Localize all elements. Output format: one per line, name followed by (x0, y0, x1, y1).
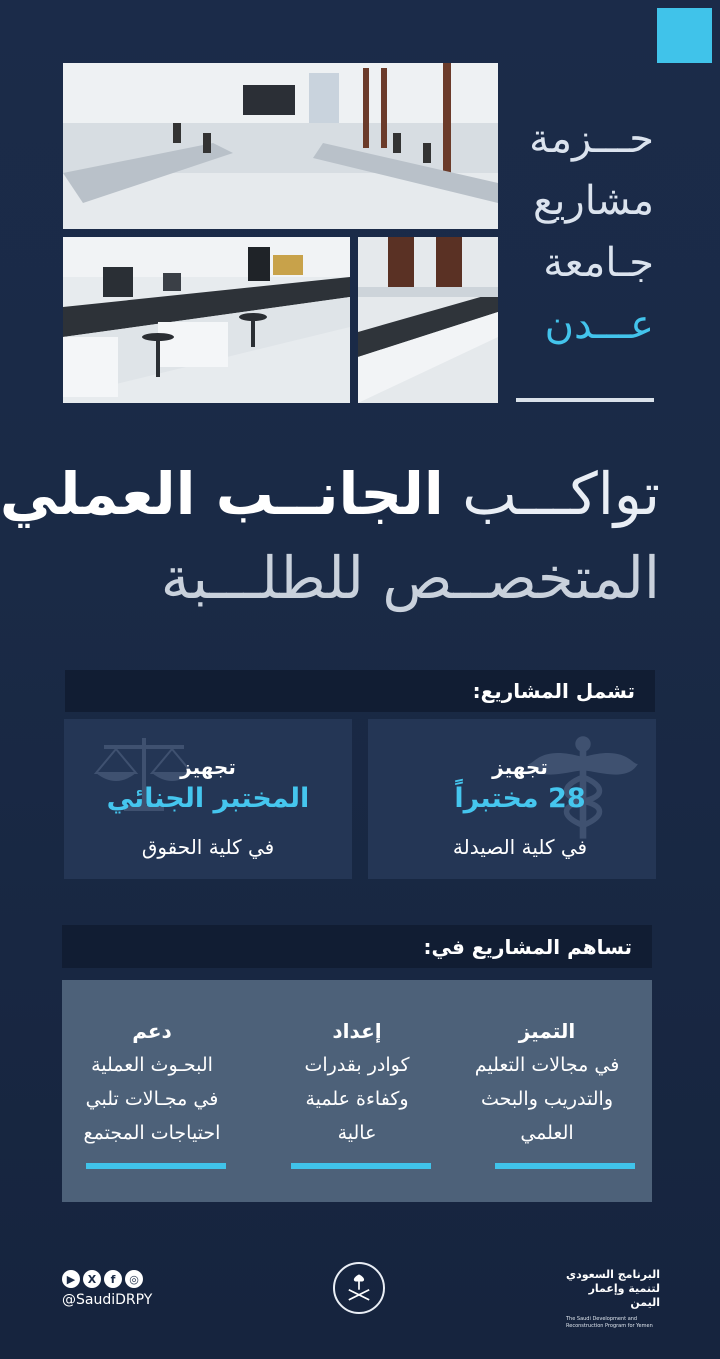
card-pharmacy (368, 719, 656, 879)
benefit-line: وكفاءة علمية (305, 1088, 409, 1110)
lab-photo-narrow (358, 237, 498, 403)
org-name-ar-1: البرنامج السعودي (566, 1268, 660, 1281)
section-bar-includes (65, 670, 655, 712)
corner-accent-square (657, 8, 712, 63)
section-title-contributes: تساهم المشاريع في: (423, 934, 632, 959)
benefit-support (72, 1014, 232, 1150)
benefit-line: احتياجات المجتمع (83, 1122, 221, 1144)
benefit-line: في مجـالات تلبي (85, 1088, 219, 1110)
headline-part-2: الجانــب العملي (0, 460, 444, 528)
org-name-en: The Saudi Development and Reconstruction Program for Yemen (566, 1316, 653, 1329)
card-pharmacy-top: تجهيز (492, 755, 548, 779)
benefit-line: والتدريب والبحث (480, 1088, 613, 1110)
card-pharmacy-main: 28 مختبراً (454, 783, 586, 814)
benefit-excellence (467, 1014, 627, 1150)
card-law (64, 719, 352, 879)
youtube-icon[interactable]: ▶ (62, 1270, 80, 1288)
benefit-line: العلمي (520, 1122, 574, 1144)
side-title-underline (516, 398, 654, 402)
side-title (494, 108, 654, 356)
org-name-ar-2: لتنمية وإعمار اليمن (588, 1282, 660, 1309)
section-title-includes: تشمل المشاريع: (472, 679, 635, 703)
benefit-head: التميز (518, 1019, 576, 1043)
benefit-underline (86, 1163, 226, 1169)
headline-part-1: تواكـــب (462, 460, 660, 528)
social-handle[interactable]: @SaudiDRPY (62, 1292, 153, 1308)
lab-photo-wide (63, 63, 498, 229)
headline (0, 452, 660, 620)
card-law-sub: في كلية الحقوق (141, 835, 275, 859)
social-block (62, 1270, 202, 1308)
benefit-line: في مجالات التعليم (474, 1054, 620, 1076)
card-pharmacy-sub: في كلية الصيدلة (452, 835, 588, 859)
x-icon[interactable]: X (83, 1270, 101, 1288)
benefit-line: كوادر بقدرات (304, 1054, 410, 1076)
card-law-top: تجهيز (180, 755, 236, 779)
side-title-line-4: عـــدن (544, 302, 654, 348)
instagram-icon[interactable]: ◎ (125, 1270, 143, 1288)
saudi-emblem-icon (333, 1262, 385, 1314)
org-logo (566, 1268, 660, 1330)
headline-row-2: المتخصــص للطلـــبة (160, 544, 660, 612)
section-bar-contributes (62, 925, 652, 968)
benefit-preparation (277, 1014, 437, 1150)
side-title-line-1: حـــزمة (529, 116, 654, 162)
side-title-line-2: مشاريع (532, 178, 654, 224)
benefit-head: دعم (132, 1019, 172, 1043)
card-law-main: المختبر الجنائي (106, 783, 310, 814)
benefit-line: البحـوث العملية (91, 1054, 213, 1076)
facebook-icon[interactable]: f (104, 1270, 122, 1288)
benefits-panel (62, 980, 652, 1202)
benefit-head: إعداد (332, 1019, 382, 1043)
lab-photo-benches (63, 237, 350, 403)
benefit-line: عالية (337, 1122, 377, 1144)
side-title-line-3: جـامعة (543, 240, 654, 286)
benefit-underline (495, 1163, 635, 1169)
benefit-underline (291, 1163, 431, 1169)
